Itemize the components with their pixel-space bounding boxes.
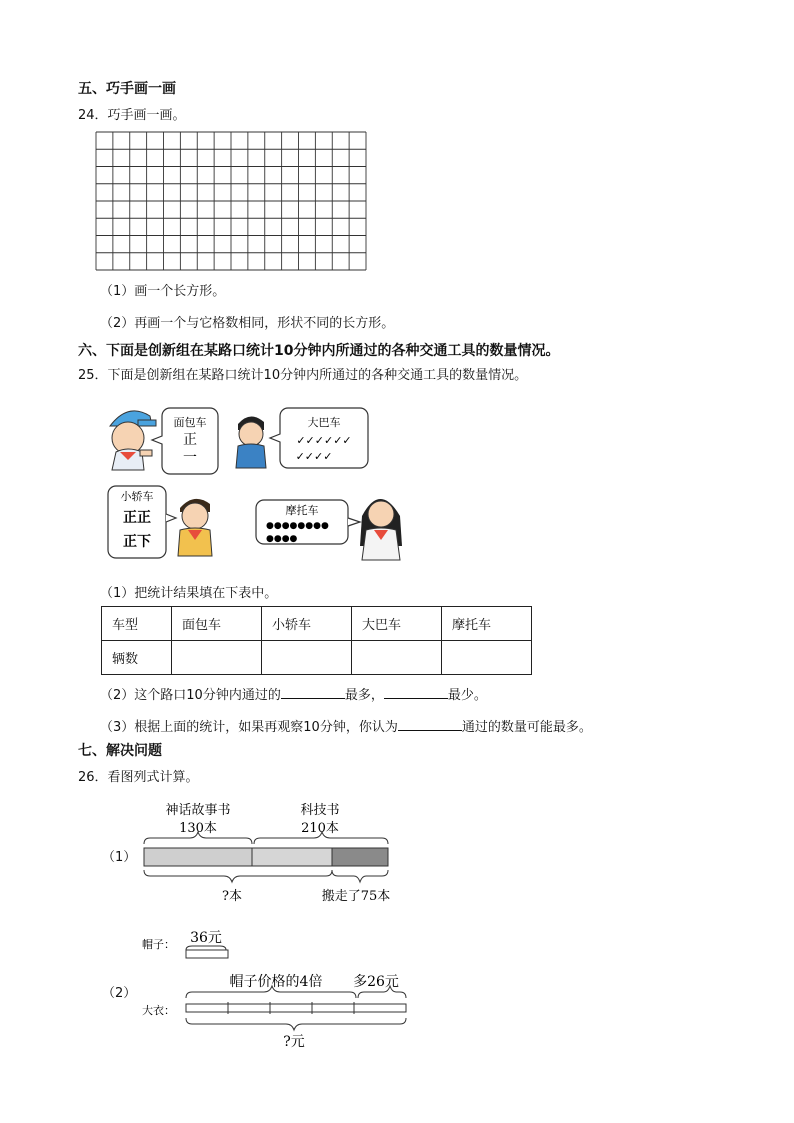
bubble-van-tally1: 正	[183, 432, 197, 448]
bubble-moto-tally2: ●●●●	[266, 534, 298, 544]
book1-count: 130本	[179, 821, 217, 836]
question-25: 25．下面是创新组在某路口统计10分钟内所通过的各种交通工具的数量情况。	[78, 368, 528, 383]
header-cell-moto: 摩托车	[442, 607, 532, 641]
section6-heading: 六、下面是创新组在某路口统计10分钟内所通过的各种交通工具的数量情况。	[78, 343, 560, 359]
answer-cell-bus[interactable]	[352, 641, 442, 675]
coat-more-text: 多26元	[353, 974, 399, 990]
answer-cell-car[interactable]	[262, 641, 352, 675]
moved-bottom-brace	[332, 870, 388, 882]
q25-sub3-text-a: （3）根据上面的统计，如果再观察10分钟，你认为	[100, 720, 398, 735]
books-bar-diagram	[136, 796, 426, 908]
answer-blank-predict[interactable]	[398, 718, 462, 731]
book2-count: 210本	[301, 821, 339, 836]
question-bottom-brace	[144, 870, 332, 882]
table-count-row	[102, 641, 532, 675]
bubble-bus-tally2: ✓✓✓✓	[295, 450, 333, 463]
q25-sub2-text-b: 最多，	[344, 688, 384, 703]
coat-total-brace	[186, 1018, 406, 1030]
bubble-van-tally2: 一	[183, 450, 197, 466]
header-cell-van: 面包车	[172, 607, 262, 641]
table-header-row	[102, 607, 532, 641]
header-cell-type: 车型	[102, 607, 172, 641]
section5-heading: 五、巧手画一画	[78, 81, 176, 97]
hat-brace	[186, 946, 226, 950]
book1-bar	[144, 848, 252, 866]
fig1-moved: 搬走了75本	[321, 889, 391, 904]
drawing-grid[interactable]	[95, 131, 367, 271]
header-cell-bus: 大巴车	[352, 607, 442, 641]
q25-sub3-text-b: 通过的数量可能最多。	[461, 720, 592, 735]
bubble-car-title: 小轿车	[120, 490, 154, 503]
q25-sub3	[100, 716, 592, 735]
hat-label: 帽子：	[142, 938, 175, 951]
fig1-label: （1）	[102, 850, 137, 865]
bubble-van-title: 面包车	[173, 416, 207, 429]
fig1-question: ?本	[222, 889, 242, 904]
row-label-count: 辆数	[102, 641, 172, 675]
bubble-moto-title: 摩托车	[285, 504, 319, 517]
book2-remaining-bar	[252, 848, 332, 866]
bubble-bus-title: 大巴车	[307, 416, 341, 429]
traffic-stat-table	[101, 606, 532, 675]
boy-red-scarf-figure	[178, 499, 212, 556]
answer-cell-van[interactable]	[172, 641, 262, 675]
boy-with-cap-figure	[110, 411, 156, 470]
question-24: 24．巧手画一画。	[78, 108, 186, 123]
q25-sub1: （1）把统计结果填在下表中。	[100, 586, 278, 601]
book1-name: 神话故事书	[165, 803, 231, 818]
q25-sub2-text-c: 最少。	[447, 688, 487, 703]
q25-sub2	[100, 684, 487, 703]
book2-name: 科技书	[300, 803, 340, 818]
bubble-moto-tally1: ●●●●●●●●	[266, 521, 329, 531]
answer-blank-most[interactable]	[281, 686, 345, 699]
hat-bar	[186, 950, 228, 958]
girl-figure	[360, 499, 402, 560]
answer-cell-moto[interactable]	[442, 641, 532, 675]
answer-blank-least[interactable]	[384, 686, 448, 699]
hat-coat-bar-diagram	[136, 924, 426, 1054]
fig2-question: ?元	[283, 1034, 305, 1050]
q24-sub1: （1）画一个长方形。	[100, 284, 226, 299]
coat-multiple-brace	[186, 986, 356, 998]
coat-bar	[186, 1004, 406, 1012]
bubble-bus-tally1: ✓✓✓✓✓✓	[296, 434, 352, 447]
section7-heading: 七、解决问题	[78, 743, 162, 759]
fig2-label: （2）	[102, 986, 137, 1001]
coat-multiple-text: 帽子价格的4倍	[229, 974, 323, 990]
bubble-car-tally1: 正正	[123, 510, 151, 526]
coat-label: 大衣：	[142, 1004, 175, 1017]
boy-figure	[236, 416, 266, 468]
bubble-car-tally2: 正下	[123, 534, 151, 550]
header-cell-car: 小轿车	[262, 607, 352, 641]
traffic-count-illustration	[98, 396, 428, 568]
q25-sub2-text-a: （2）这个路口10分钟内通过的	[100, 688, 281, 703]
book2-moved-bar	[332, 848, 388, 866]
q24-sub2: （2）再画一个与它格数相同，形状不同的长方形。	[100, 316, 395, 331]
book2-top-brace	[254, 832, 388, 844]
hat-price: 36元	[190, 930, 222, 946]
question-26: 26．看图列式计算。	[78, 770, 199, 785]
